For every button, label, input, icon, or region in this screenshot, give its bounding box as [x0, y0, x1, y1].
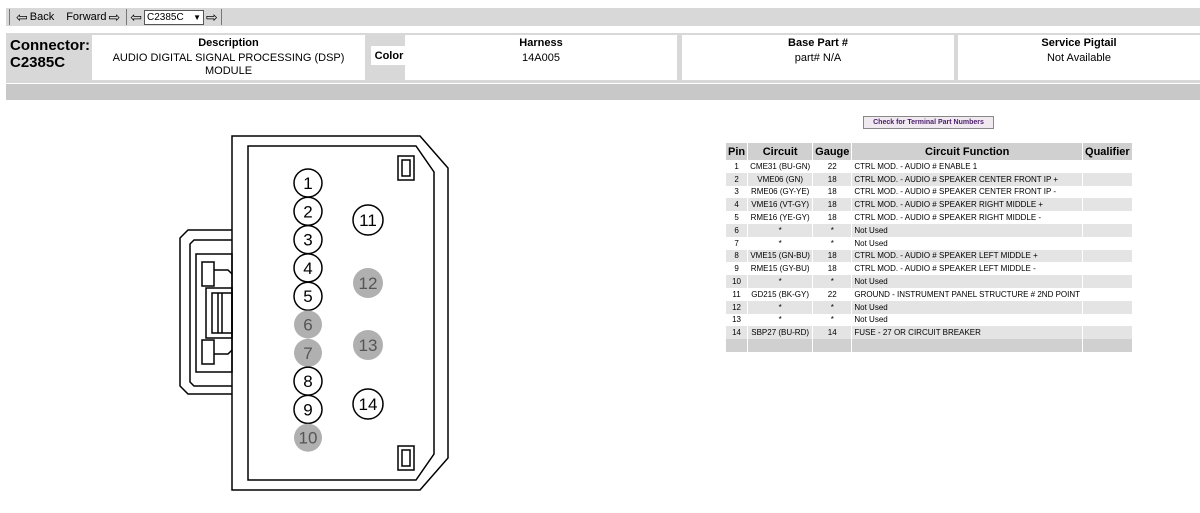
cell-gauge: 18 — [813, 173, 852, 186]
table-row — [726, 301, 1133, 314]
column-header-pin: Pin — [726, 143, 748, 160]
cell-gauge: 18 — [813, 262, 852, 275]
harness-label: Harness — [519, 37, 563, 49]
cell-qualifier — [1083, 211, 1133, 224]
pin-number: 5 — [303, 287, 313, 307]
column-header-circuit-function: Circuit Function — [852, 143, 1083, 160]
base-part-label: Base Part # — [788, 37, 848, 49]
table-row — [726, 160, 1133, 173]
cell-circuit: RME15 (GY-BU) — [748, 262, 813, 275]
service-pigtail-label: Service Pigtail — [1041, 37, 1117, 49]
service-pigtail-cell — [958, 35, 1200, 80]
description-value: AUDIO DIGITAL SIGNAL PROCESSING (DSP) MODULE — [112, 52, 345, 77]
cell-circuit-function: CTRL MOD. - AUDIO # SPEAKER CENTER FRONT IP - — [852, 186, 1083, 199]
previous-connector-icon[interactable]: ⇦ — [130, 9, 143, 25]
harness-cell — [405, 35, 677, 80]
connector-select[interactable] — [144, 10, 204, 25]
cell-circuit: * — [748, 237, 813, 250]
cell-gauge: * — [813, 275, 852, 288]
cell-gauge: * — [813, 314, 852, 327]
cell-circuit: * — [748, 301, 813, 314]
pin-1 — [294, 169, 322, 197]
pin-14 — [353, 389, 383, 419]
table-header-row — [726, 143, 1133, 160]
forward-button[interactable] — [63, 11, 123, 23]
cell-circuit: VME06 (GN) — [748, 173, 813, 186]
cell-circuit-function: Not Used — [852, 224, 1083, 237]
cell-qualifier — [1083, 301, 1133, 314]
cell-qualifier — [1083, 326, 1133, 339]
pin-number: 7 — [303, 343, 313, 363]
cell-circuit: VME16 (VT-GY) — [748, 198, 813, 211]
table-row — [726, 288, 1133, 301]
pin-number: 13 — [358, 336, 378, 355]
cell-circuit: CME31 (BU-GN) — [748, 160, 813, 173]
connector-header — [6, 33, 1200, 83]
cell-circuit-function: CTRL MOD. - AUDIO # ENABLE 1 — [852, 160, 1083, 173]
footer-cell — [748, 339, 813, 352]
cell-circuit: VME15 (GN-BU) — [748, 250, 813, 263]
cell-qualifier — [1083, 198, 1133, 211]
pin-12 — [353, 268, 383, 298]
pin-number: 6 — [303, 315, 313, 335]
cell-pin: 6 — [726, 224, 748, 237]
cell-circuit-function: CTRL MOD. - AUDIO # SPEAKER CENTER FRONT IP + — [852, 173, 1083, 186]
cell-pin: 11 — [726, 288, 748, 301]
pin-6 — [294, 311, 322, 339]
cell-pin: 9 — [726, 262, 748, 275]
pinout-table — [726, 143, 1133, 352]
toolbar-bar — [6, 8, 1200, 26]
service-pigtail-value: Not Available — [1046, 52, 1111, 64]
table-row — [726, 224, 1133, 237]
table-row — [726, 173, 1133, 186]
cell-circuit: * — [748, 275, 813, 288]
footer-cell — [813, 339, 852, 352]
pin-7 — [294, 339, 322, 367]
connector-face-diagram — [170, 128, 460, 503]
description-label: Description — [198, 37, 259, 49]
header-subbar — [6, 84, 1200, 100]
cell-gauge: 22 — [813, 160, 852, 173]
column-header-qualifier: Qualifier — [1083, 143, 1133, 160]
connector-svg — [170, 128, 460, 498]
pin-13 — [353, 330, 383, 360]
cell-qualifier — [1083, 262, 1133, 275]
next-connector-icon[interactable]: ⇨ — [206, 9, 218, 25]
cell-pin: 8 — [726, 250, 748, 263]
cell-qualifier — [1083, 160, 1133, 173]
cell-circuit-function: CTRL MOD. - AUDIO # SPEAKER LEFT MIDDLE - — [852, 262, 1083, 275]
cell-pin: 10 — [726, 275, 748, 288]
cell-gauge: * — [813, 301, 852, 314]
table-row — [726, 275, 1133, 288]
cell-qualifier — [1083, 288, 1133, 301]
cell-circuit-function: CTRL MOD. - AUDIO # SPEAKER RIGHT MIDDLE - — [852, 211, 1083, 224]
cell-pin: 13 — [726, 314, 748, 327]
check-terminal-part-numbers-button[interactable]: Check for Terminal Part Numbers — [863, 116, 994, 129]
color-label: Color — [371, 46, 407, 65]
cell-gauge: 22 — [813, 288, 852, 301]
cell-pin: 14 — [726, 326, 748, 339]
footer-cell — [852, 339, 1083, 352]
cell-qualifier — [1083, 224, 1133, 237]
pin-number: 14 — [358, 395, 378, 414]
pin-number: 10 — [298, 428, 318, 448]
table-row — [726, 262, 1133, 275]
cell-pin: 12 — [726, 301, 748, 314]
cell-circuit-function: GROUND - INSTRUMENT PANEL STRUCTURE # 2ND POINT — [852, 288, 1083, 301]
cell-gauge: 18 — [813, 198, 852, 211]
cell-pin: 4 — [726, 198, 748, 211]
back-button[interactable] — [13, 11, 57, 23]
pin-4 — [294, 254, 322, 282]
pin-8 — [294, 367, 322, 395]
pin-number: 4 — [303, 258, 313, 278]
pin-number: 12 — [358, 274, 378, 293]
pin-10 — [294, 424, 322, 452]
connector-label: Connector: — [10, 37, 90, 54]
connector-title — [10, 37, 94, 71]
cell-circuit-function: Not Used — [852, 237, 1083, 250]
back-label: Back — [29, 11, 55, 23]
table-row — [726, 198, 1133, 211]
cell-pin: 7 — [726, 237, 748, 250]
cell-circuit: RME16 (YE-GY) — [748, 211, 813, 224]
chevron-down-icon: ▼ — [193, 12, 202, 22]
footer-cell — [1083, 339, 1133, 352]
cell-qualifier — [1083, 250, 1133, 263]
cell-circuit: RME06 (GY-YE) — [748, 186, 813, 199]
cell-gauge: * — [813, 237, 852, 250]
cell-circuit-function: Not Used — [852, 301, 1083, 314]
pin-number: 1 — [303, 174, 313, 193]
cell-circuit: GD215 (BK-GY) — [748, 288, 813, 301]
cell-gauge: 18 — [813, 186, 852, 199]
cell-circuit-function: CTRL MOD. - AUDIO # SPEAKER LEFT MIDDLE + — [852, 250, 1083, 263]
cell-qualifier — [1083, 275, 1133, 288]
cell-circuit: * — [748, 314, 813, 327]
pin-layer — [294, 169, 383, 452]
pin-9 — [294, 395, 322, 423]
toolbar-separator — [9, 9, 10, 25]
cell-gauge: * — [813, 224, 852, 237]
back-arrow-icon: ⇦ — [16, 9, 28, 25]
pin-11 — [353, 205, 383, 235]
base-part-value: part# N/A — [794, 52, 842, 64]
table-row — [726, 314, 1133, 327]
pin-number: 3 — [303, 230, 313, 250]
table-row — [726, 186, 1133, 199]
cell-pin: 3 — [726, 186, 748, 199]
cell-pin: 1 — [726, 160, 748, 173]
cell-qualifier — [1083, 173, 1133, 186]
pin-number: 8 — [303, 372, 313, 392]
cell-circuit: SBP27 (BU-RD) — [748, 326, 813, 339]
cell-qualifier — [1083, 186, 1133, 199]
pin-3 — [294, 226, 322, 254]
cell-pin: 2 — [726, 173, 748, 186]
connector-select-value: C2385C — [147, 11, 184, 23]
table-footer-row — [726, 339, 1133, 352]
forward-label: Forward — [66, 11, 107, 23]
pin-number: 9 — [303, 400, 313, 420]
base-part-cell — [682, 35, 954, 80]
column-header-gauge: Gauge — [813, 143, 852, 160]
table-row — [726, 211, 1133, 224]
column-header-circuit: Circuit — [748, 143, 813, 160]
description-cell — [92, 35, 365, 80]
cell-circuit-function: Not Used — [852, 314, 1083, 327]
table-row — [726, 237, 1133, 250]
harness-value: 14A005 — [522, 52, 560, 64]
cell-circuit-function: CTRL MOD. - AUDIO # SPEAKER RIGHT MIDDLE + — [852, 198, 1083, 211]
toolbar-separator — [126, 9, 127, 25]
forward-arrow-icon: ⇨ — [108, 9, 121, 25]
footer-cell — [726, 339, 748, 352]
pin-2 — [294, 197, 322, 225]
cell-pin: 5 — [726, 211, 748, 224]
table-row — [726, 326, 1133, 339]
pinout-table-body — [726, 160, 1133, 352]
cell-gauge: 18 — [813, 250, 852, 263]
pin-number: 2 — [303, 202, 313, 222]
pin-number: 11 — [359, 211, 377, 230]
connector-id: C2385C — [10, 54, 66, 71]
cell-circuit-function: FUSE - 27 OR CIRCUIT BREAKER — [852, 326, 1083, 339]
cell-circuit: * — [748, 224, 813, 237]
cell-gauge: 14 — [813, 326, 852, 339]
cell-qualifier — [1083, 237, 1133, 250]
cell-circuit-function: Not Used — [852, 275, 1083, 288]
cell-gauge: 18 — [813, 211, 852, 224]
cell-qualifier — [1083, 314, 1133, 327]
pin-5 — [294, 282, 322, 310]
toolbar — [0, 0, 1200, 30]
toolbar-separator — [221, 9, 222, 25]
table-row — [726, 250, 1133, 263]
